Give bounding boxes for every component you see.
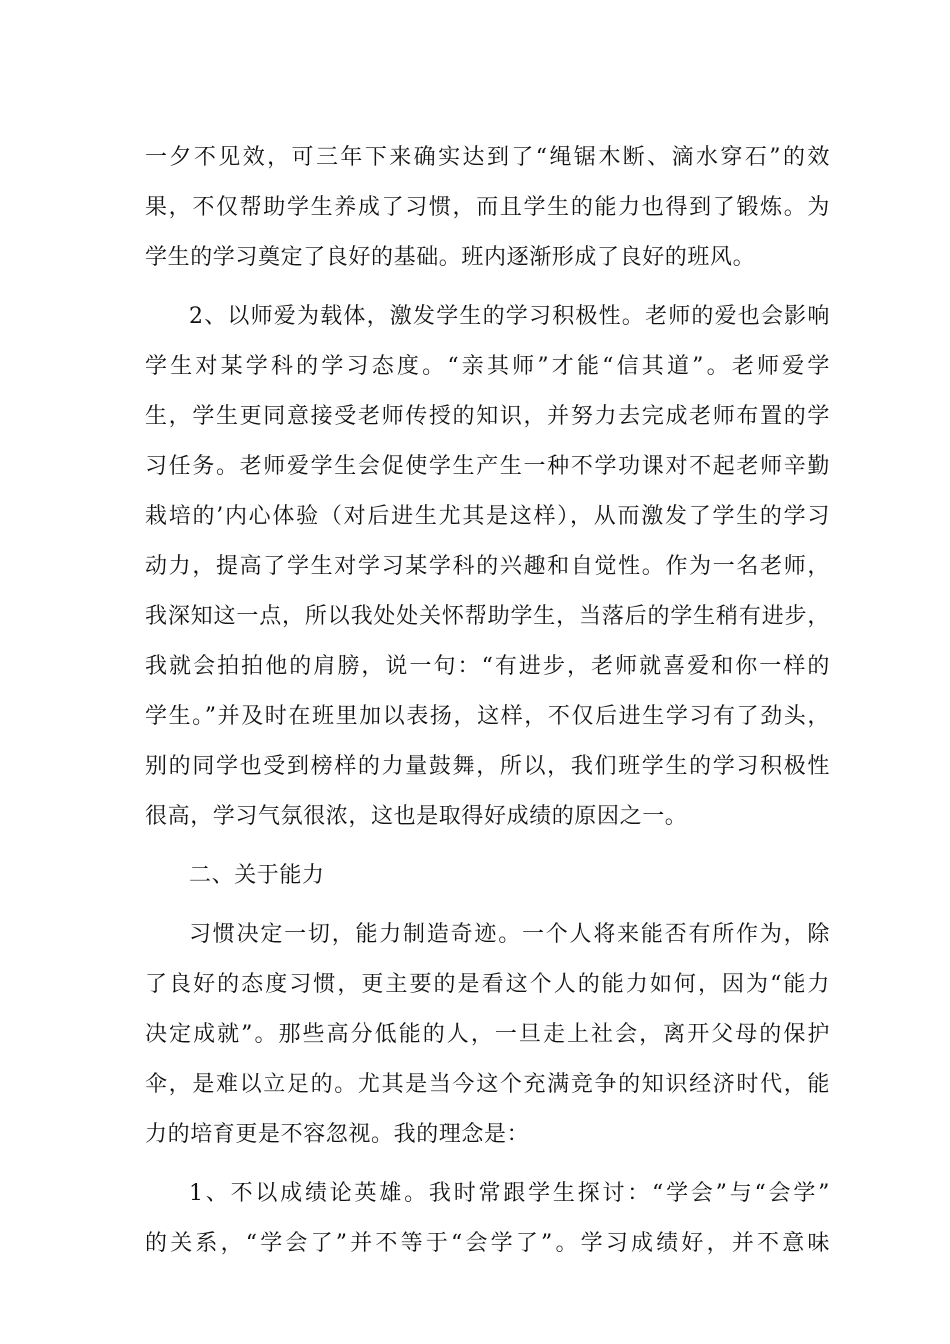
text-line: 学生的学习奠定了良好的基础。班内逐渐形成了良好的班风。: [145, 245, 756, 270]
text-line: 伞，是难以立足的。尤其是当今这个充满竞争的知识经济时代，能: [145, 1072, 830, 1097]
paragraph-ability-intro: [145, 910, 830, 1160]
text-line: 动力，提高了学生对学习某学科的兴趣和自觉性。作为一名老师，: [145, 554, 830, 579]
text-line: 习任务。老师爱学生会促使学生产生一种不学功课对不起老师辛勤: [145, 454, 830, 479]
text-line: 我就会拍拍他的肩膀，说一句：“有进步，老师就喜爱和你一样的: [145, 654, 830, 679]
text-line: 别的同学也受到榜样的力量鼓舞，所以，我们班学生的学习积极性: [145, 754, 830, 779]
text-line: 2、以师爱为载体，激发学生的学习积极性。老师的爱也会影响: [189, 304, 830, 329]
paragraph-habit-result: [145, 133, 830, 283]
text-line: 果，不仅帮助学生养成了习惯，而且学生的能力也得到了锻炼。为: [145, 195, 830, 220]
text-line: 习惯决定一切，能力制造奇迹。一个人将来能否有所作为，除: [189, 922, 830, 947]
section-heading-ability: [145, 851, 830, 901]
text-line: 决定成就”。那些高分低能的人，一旦走上社会，离开父母的保护: [145, 1022, 830, 1047]
text-line: 栽培的’内心体验（对后进生尤其是这样），从而激发了学生的学习: [145, 504, 830, 529]
text-line: 很高，学习气氛很浓，这也是取得好成绩的原因之一。: [145, 804, 688, 829]
text-line: 学生对某学科的学习态度。“亲其师”才能“信其道”。老师爱学: [145, 354, 830, 379]
text-line: 我深知这一点，所以我处处关怀帮助学生，当落后的学生稍有进步，: [145, 604, 830, 629]
paragraph-not-by-grades: [145, 1169, 830, 1269]
text-line: 1、不以成绩论英雄。我时常跟学生探讨：“学会”与“会学”: [189, 1181, 830, 1206]
text-line: 的关系，“学会了”并不等于“会学了”。学习成绩好，并不意味: [145, 1231, 830, 1256]
text-line: 学生。”并及时在班里加以表扬，这样，不仅后进生学习有了劲头，: [145, 704, 830, 729]
document-body: [145, 133, 830, 1278]
paragraph-teacher-love: [145, 292, 830, 842]
text-line: 一夕不见效，可三年下来确实达到了“绳锯木断、滴水穿石”的效: [145, 145, 830, 170]
text-line: 力的培育更是不容忽视。我的理念是：: [145, 1122, 530, 1147]
text-line: 生，学生更同意接受老师传授的知识，并努力去完成老师布置的学: [145, 404, 830, 429]
section-heading: 二、关于能力: [189, 863, 325, 888]
text-line: 了良好的态度习惯，更主要的是看这个人的能力如何，因为“能力: [145, 972, 830, 997]
